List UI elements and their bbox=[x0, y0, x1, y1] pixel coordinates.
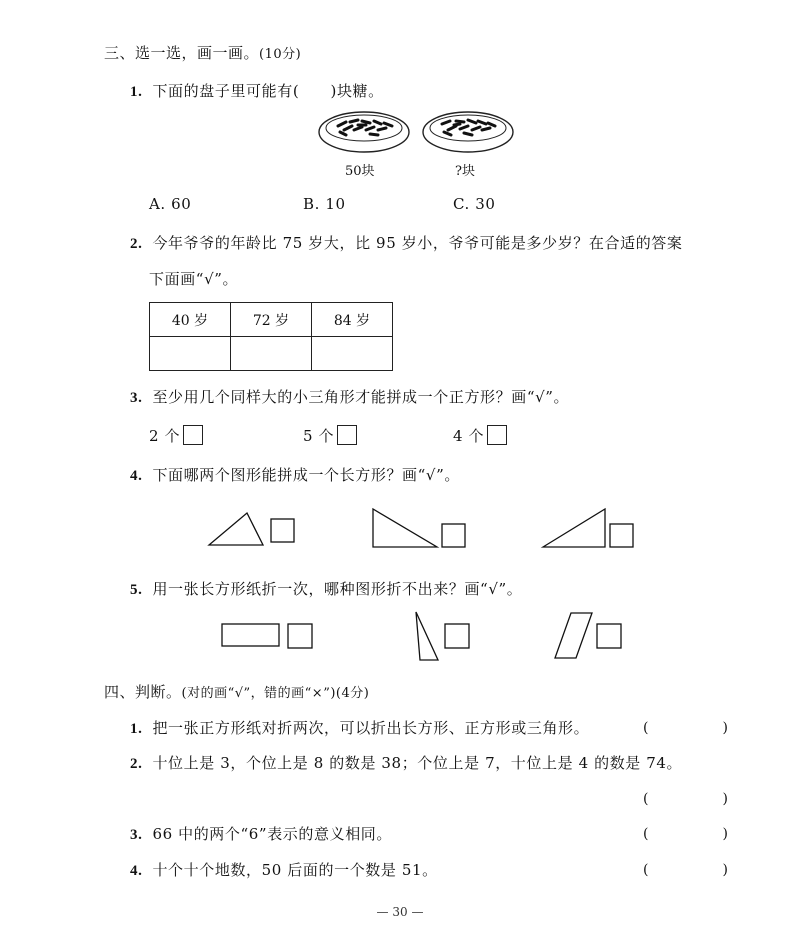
q5-text: 用一张长方形纸折一次，哪种图形折不出来？画“√”。 bbox=[152, 580, 523, 598]
judge-number: 4. bbox=[130, 863, 143, 879]
q5-checkbox[interactable] bbox=[597, 624, 621, 648]
q1-number: 1. bbox=[130, 84, 143, 100]
q4-text: 下面哪两个图形能拼成一个长方形？画“√”。 bbox=[152, 466, 460, 484]
judge-answer-1[interactable]: ( ) bbox=[643, 720, 758, 736]
judge-answer-2[interactable]: ( ) bbox=[643, 791, 758, 807]
candy-plates-illustration bbox=[318, 108, 518, 158]
q2-text-line1: 今年爷爷的年龄比 75 岁大，比 95 岁小，爷爷可能是多少岁？在合适的答案 bbox=[152, 234, 683, 252]
judge-number: 3. bbox=[130, 827, 143, 843]
q3-option-label: 4 个 bbox=[453, 427, 485, 445]
plate-50-candies bbox=[319, 112, 409, 152]
q1-option-a[interactable]: A. 60 bbox=[149, 195, 192, 213]
q2-prompt-line1 bbox=[130, 232, 683, 253]
age-cell: 72 岁 bbox=[231, 303, 312, 337]
section4-title: 四、判断。 bbox=[104, 683, 182, 701]
q1-option-c[interactable]: C. 30 bbox=[453, 195, 496, 213]
q3-option-label: 2 个 bbox=[149, 427, 181, 445]
q4-prompt bbox=[130, 464, 460, 485]
section4-heading bbox=[104, 681, 369, 702]
q3-checkbox[interactable] bbox=[183, 425, 203, 445]
q5-shapes bbox=[220, 610, 630, 665]
plate-unknown-candies bbox=[423, 112, 513, 152]
judge-answer-3[interactable]: ( ) bbox=[643, 826, 758, 842]
q4-triangle-3 bbox=[543, 509, 605, 547]
judge-text: 十位上是 3，个位上是 8 的数是 38；个位上是 7，十位上是 4 的数是 74。 bbox=[152, 754, 683, 772]
q4-checkbox[interactable] bbox=[271, 519, 294, 542]
q5-checkbox[interactable] bbox=[445, 624, 469, 648]
judge-number: 2. bbox=[130, 756, 143, 772]
judge-text: 十个十个地数，50 后面的一个数是 51。 bbox=[152, 861, 438, 879]
section3-score: (10分) bbox=[259, 47, 302, 62]
section3-title: 三、选一选，画一画。 bbox=[104, 44, 260, 62]
age-header-row bbox=[150, 303, 393, 337]
q4-number: 4. bbox=[130, 468, 143, 484]
q1-prompt bbox=[130, 80, 384, 101]
q4-triangle-2 bbox=[373, 509, 437, 547]
q5-parallelogram bbox=[555, 613, 592, 658]
judge-text: 66 中的两个“6”表示的意义相同。 bbox=[152, 825, 392, 843]
q5-triangle bbox=[416, 612, 438, 660]
q5-checkbox[interactable] bbox=[288, 624, 312, 648]
judge-item-4 bbox=[130, 859, 438, 880]
q5-number: 5. bbox=[130, 582, 143, 598]
q3-checkbox[interactable] bbox=[337, 425, 357, 445]
q3-text: 至少用几个同样大的小三角形才能拼成一个正方形？画“√”。 bbox=[152, 388, 570, 406]
q4-triangle-1 bbox=[209, 513, 263, 545]
judge-item-2 bbox=[130, 752, 682, 773]
q2-text-line2: 下面画“√”。 bbox=[149, 270, 239, 288]
q3-checkbox[interactable] bbox=[487, 425, 507, 445]
q2-number: 2. bbox=[130, 236, 143, 252]
q3-option-4 bbox=[453, 425, 507, 446]
judge-item-3 bbox=[130, 823, 392, 844]
answer-cell[interactable] bbox=[150, 337, 231, 371]
q4-shapes bbox=[205, 505, 645, 555]
q3-option-5 bbox=[303, 425, 357, 446]
answer-cell[interactable] bbox=[231, 337, 312, 371]
section4-instruction: (对的画“√”，错的画“×”)(4分) bbox=[181, 686, 370, 701]
q3-prompt bbox=[130, 386, 569, 407]
age-cell: 40 岁 bbox=[150, 303, 231, 337]
judge-item-1 bbox=[130, 717, 589, 738]
q4-checkbox[interactable] bbox=[610, 524, 633, 547]
q5-rectangle bbox=[222, 624, 279, 646]
page-number: — 30 — bbox=[376, 905, 424, 919]
judge-text: 把一张正方形纸对折两次，可以折出长方形、正方形或三角形。 bbox=[152, 719, 590, 737]
section3-heading bbox=[104, 42, 301, 63]
age-cell: 84 岁 bbox=[312, 303, 393, 337]
plate2-label: ?块 bbox=[455, 164, 475, 179]
judge-answer-4[interactable]: ( ) bbox=[643, 862, 758, 878]
q3-number: 3. bbox=[130, 390, 143, 406]
q3-option-2 bbox=[149, 425, 203, 446]
q1-option-b[interactable]: B. 10 bbox=[303, 195, 346, 213]
judge-number: 1. bbox=[130, 721, 143, 737]
age-answer-row bbox=[150, 337, 393, 371]
q3-option-label: 5 个 bbox=[303, 427, 335, 445]
age-table bbox=[149, 302, 393, 371]
q5-prompt bbox=[130, 578, 522, 599]
q1-text: 下面的盘子里可能有( )块糖。 bbox=[152, 82, 384, 100]
q4-checkbox[interactable] bbox=[442, 524, 465, 547]
answer-cell[interactable] bbox=[312, 337, 393, 371]
plate1-label: 50块 bbox=[345, 164, 375, 179]
